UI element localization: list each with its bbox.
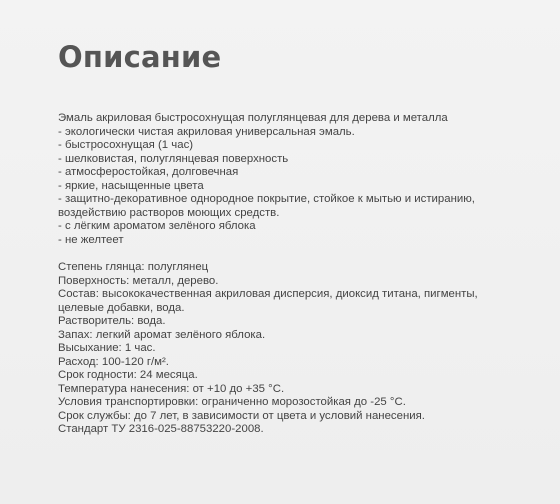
feature-line: - атмосферостойкая, долговечная	[58, 166, 239, 178]
spec-line: Состав: высококачественная акриловая дисперсия, диоксид титана, пигменты,	[58, 288, 478, 300]
feature-line: - быстросохнущая (1 час)	[58, 139, 194, 151]
feature-line: - с лёгким ароматом зелёного яблока	[58, 220, 256, 232]
spec-line: Запах: легкий аромат зелёного яблока.	[58, 328, 266, 341]
feature-line: - защитно-декоративное однородное покрытие, стойкое к мытью и истиранию,	[58, 193, 475, 205]
page-title: Описание	[58, 40, 222, 74]
spec-line: Высыхание: 1 час.	[58, 342, 156, 354]
spec-line: Стандарт ТУ 2316-025-88753220-2008.	[58, 423, 264, 435]
spec-line: Поверхность: металл, дерево.	[58, 274, 219, 287]
spec-line: Температура нанесения: от +10 до +35 °С.	[58, 382, 285, 395]
spec-line: Условия транспортировки: ограниченно морозостойкая до -25 °С.	[58, 396, 406, 408]
spec-line: Расход: 100-120 г/м².	[58, 355, 169, 368]
feature-line: - яркие, насыщенные цвета	[58, 179, 204, 192]
feature-line: - не желтеет	[58, 233, 124, 246]
spec-line: Срок годности: 24 месяца.	[58, 369, 198, 381]
spec-line: Срок службы: до 7 лет, в зависимости от цвета и условий нанесения.	[58, 409, 425, 422]
feature-line: - экологически чистая акриловая универсальная эмаль.	[58, 125, 355, 138]
paragraph-gap	[58, 247, 548, 261]
feature-line: - шелковистая, полуглянцевая поверхность	[58, 152, 289, 165]
spec-line: целевые добавки, вода.	[58, 301, 185, 314]
spec-line: Растворитель: вода.	[58, 315, 166, 327]
description-body	[58, 112, 548, 437]
feature-line: воздействию растворов моющих средств.	[58, 206, 280, 219]
intro-line: Эмаль акриловая быстросохнущая полуглянцевая для дерева и металла	[58, 112, 448, 124]
spec-line: Степень глянца: полуглянец	[58, 261, 209, 273]
